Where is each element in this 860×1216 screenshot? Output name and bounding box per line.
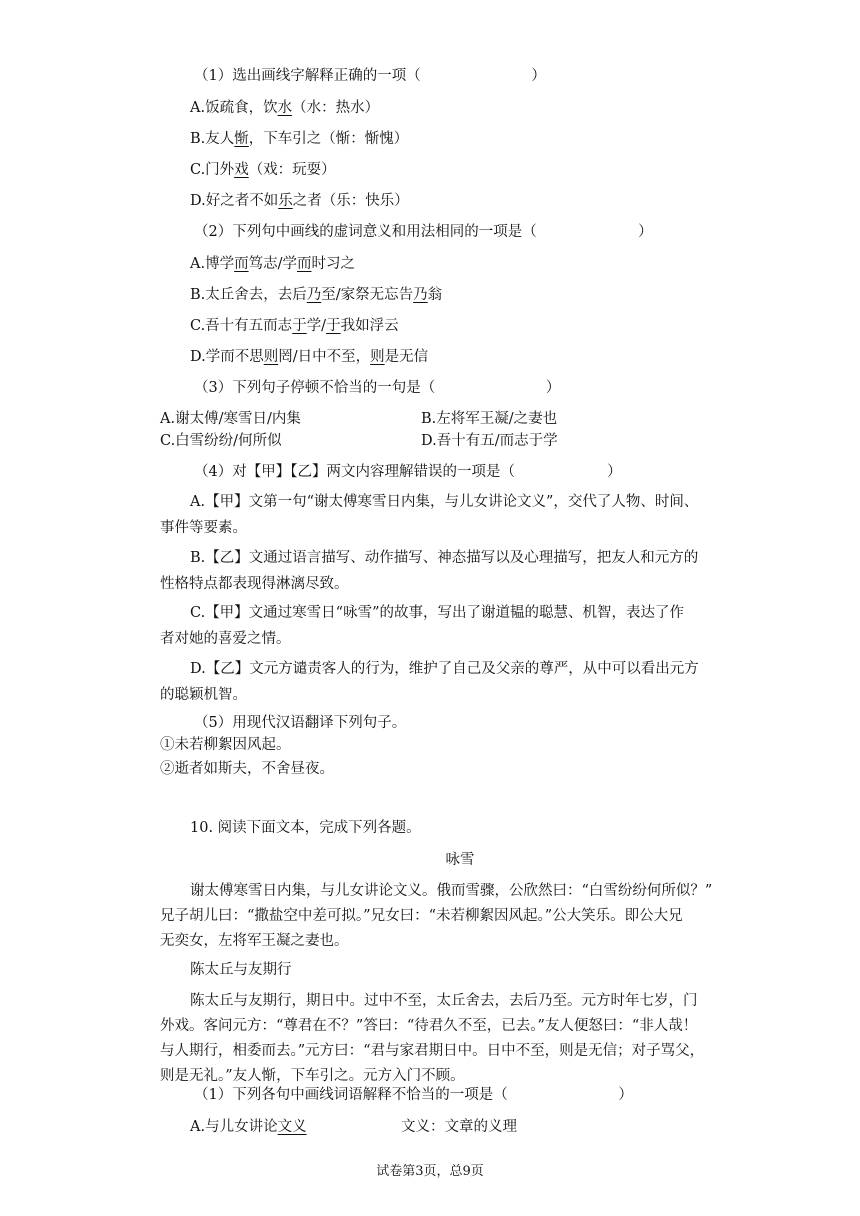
q9-sub4-option-a-line2: 事件等要素。: [160, 520, 247, 536]
q9-sub3-option-b: B.左将军王凝/之妻也: [421, 411, 558, 427]
q9-sub3-option-d: D.吾十有五/而志于学: [421, 433, 558, 449]
q9-sub4-stem: （4）对【甲】【乙】两文内容理解错误的一项是（ ）: [194, 464, 622, 480]
q9-sub2-option-d: D.学而不思则罔/日中不至，则是无信: [190, 349, 429, 365]
q9-sub1-stem: （1）选出画线字解释正确的一项（ ）: [194, 68, 546, 84]
q10-passage2-line4: 则是无礼。”友人惭，下车引之。元方入门不顾。: [160, 1068, 465, 1084]
q9-sub4-option-d-line1: D.【乙】文元方谴责客人的行为，维护了自己及父亲的尊严，从中可以看出元方: [190, 661, 699, 677]
q9-sub4-option-d-line2: 的聪颖机智。: [160, 687, 247, 703]
q9-sub4-option-c-line1: C.【甲】文通过寒雪日“咏雪”的故事，写出了谢道韫的聪慧、机智，表达了作: [190, 605, 685, 621]
q9-sub1-option-c: C.门外戏（戏：玩耍）: [190, 162, 336, 178]
q9-sub5-item-2: ②逝者如斯夫，不舍昼夜。: [160, 761, 334, 777]
q9-sub5-item-1: ①未若柳絮因风起。: [160, 737, 291, 753]
q10-passage1-line1: 谢太傅寒雪日内集，与儿女讲论文义。俄而雪骤，公欣然曰：“白雪纷纷何所似？”: [190, 883, 713, 899]
q10-passage2-line3: 与人期行，相委而去。”元方曰：“君与家君期日中。日中不至，则是无信；对子骂父，: [160, 1043, 705, 1059]
q9-sub1-option-b: B.友人惭，下车引之（惭：惭愧）: [190, 131, 409, 147]
q10-passage2-line1: 陈太丘与友期行，期日中。过中不至，太丘舍去，去后乃至。元方时年七岁，门: [190, 993, 698, 1009]
q10-passage2-line2: 外戏。客问元方：“尊君在不？”答曰：“待君久不至，已去。”友人便怒曰：“非人哉！: [160, 1018, 698, 1034]
q9-sub2-stem: （2）下列句中画线的虚词意义和用法相同的一项是（ ）: [194, 224, 653, 240]
q9-sub2-option-c: C.吾十有五而志于学/于我如浮云: [190, 318, 399, 334]
q10-sub1-option-a: A.与儿女讲论文义: [190, 1119, 307, 1135]
q9-sub4-option-a-line1: A.【甲】文第一句“谢太傅寒雪日内集，与儿女讲论文义”，交代了人物、时间、: [190, 494, 699, 510]
q10-title-yongxue: 咏雪: [445, 852, 475, 868]
q9-sub2-option-b: B.太丘舍去，去后乃至/家祭无忘告乃翁: [190, 287, 443, 303]
q9-sub1-option-d: D.好之者不如乐之者（乐：快乐）: [190, 193, 409, 209]
q9-sub4-option-b-line2: 性格特点都表现得淋漓尽致。: [160, 576, 349, 592]
q9-sub3-option-a: A.谢太傅/寒雪日/内集: [160, 411, 301, 427]
q10-passage1-line2: 兄子胡儿曰：“撒盐空中差可拟。”兄女曰：“未若柳絮因风起。”公大笑乐。即公大兄: [160, 908, 683, 924]
q9-sub5-stem: （5）用现代汉语翻译下列句子。: [194, 715, 407, 731]
q9-sub3-option-c: C.白雪纷纷/何所似: [160, 433, 282, 449]
q10-stem: 10. 阅读下面文本，完成下列各题。: [190, 820, 421, 836]
q9-sub4-option-c-line2: 者对她的喜爱之情。: [160, 631, 291, 647]
q9-sub3-stem: （3）下列句子停顿不恰当的一句是（ ）: [194, 380, 561, 396]
q9-sub2-option-a: A.博学而笃志/学而时习之: [190, 256, 355, 272]
q10-title-chentaiqiu: 陈太丘与友期行: [190, 962, 292, 978]
q10-sub1-stem: （1）下列各句中画线词语解释不恰当的一项是（ ）: [194, 1087, 633, 1103]
q9-sub4-option-b-line1: B.【乙】文通过语言描写、动作描写、神态描写以及心理描写，把友人和元方的: [190, 550, 699, 566]
q10-passage1-line3: 无奕女，左将军王凝之妻也。: [160, 933, 349, 949]
q9-sub1-option-a: A.饭疏食，饮水（水：热水）: [190, 100, 380, 116]
page-footer: 试卷第3页，总9页: [376, 1164, 484, 1179]
q10-sub1-option-a-definition: 文义：文章的义理: [401, 1119, 517, 1135]
